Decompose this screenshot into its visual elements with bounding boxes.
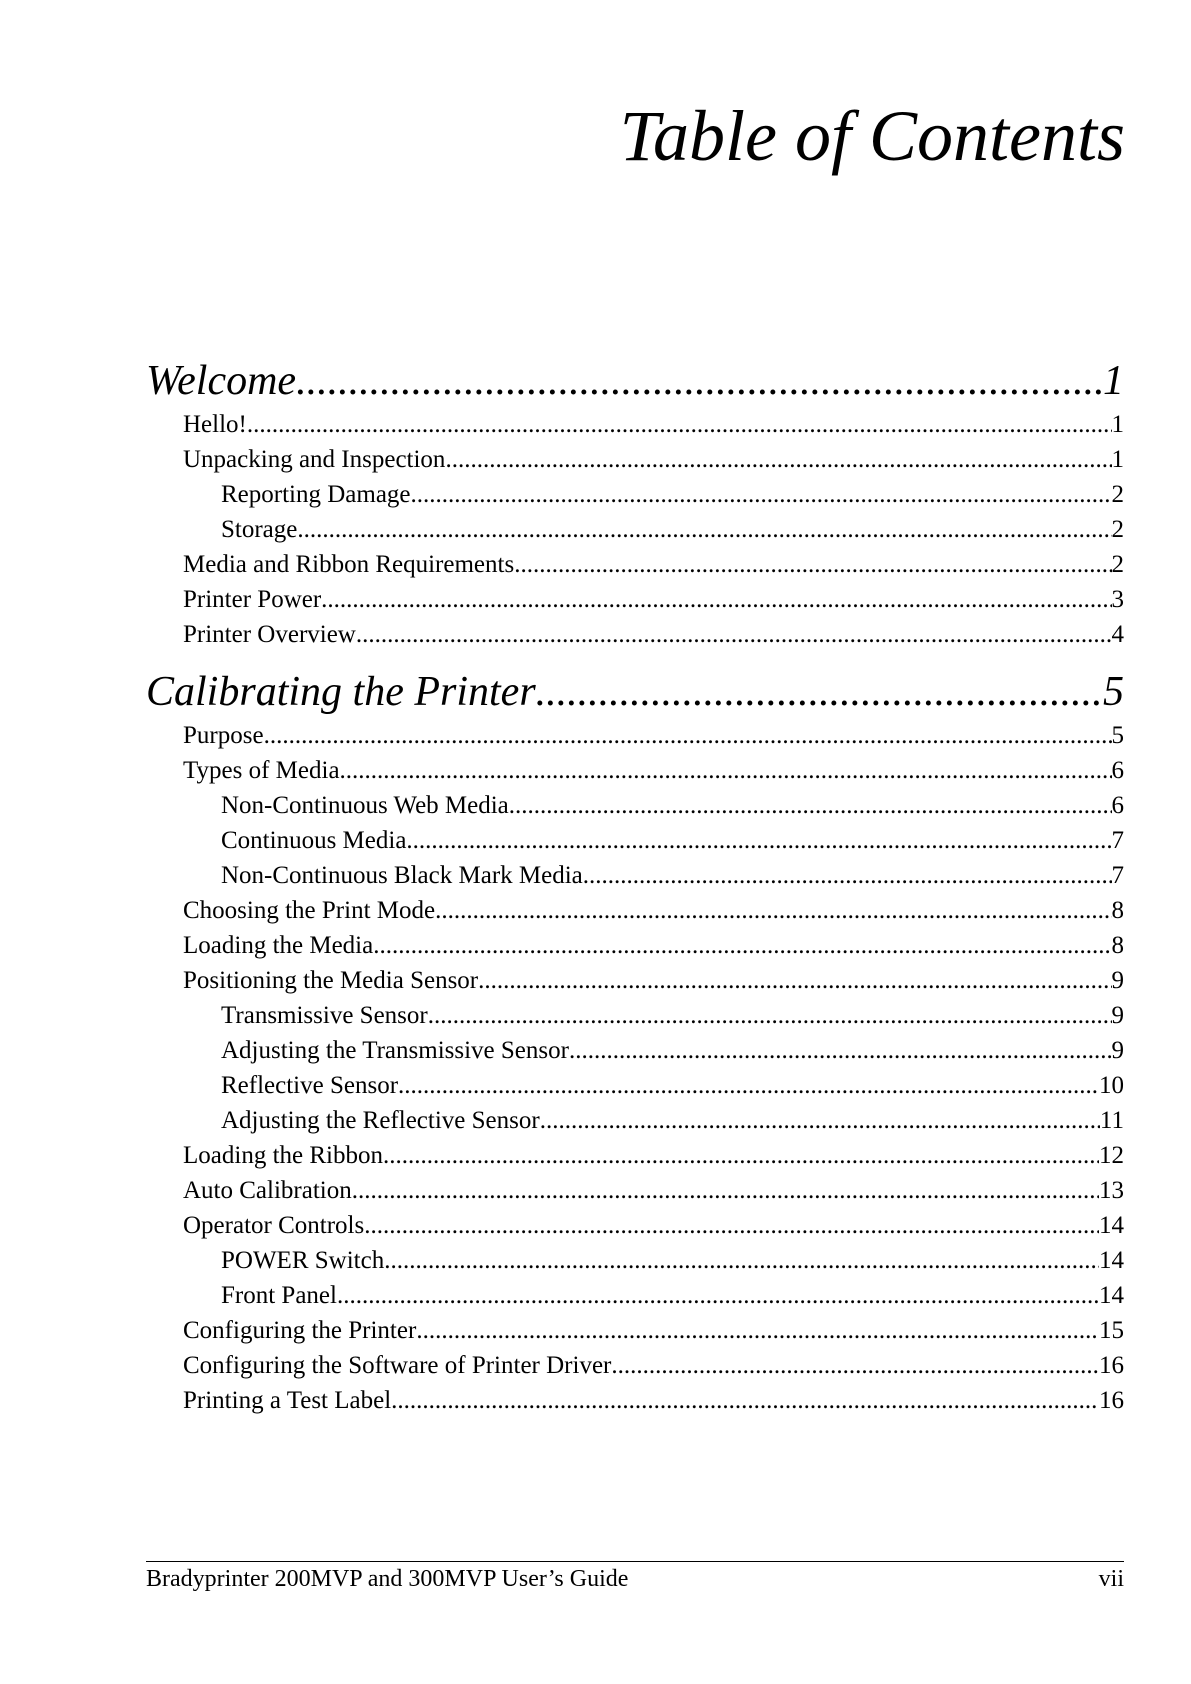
toc-entry-label: Reporting Damage bbox=[221, 481, 411, 508]
footer-page-number: vii bbox=[1098, 1566, 1124, 1592]
toc-entry-label: Non-Continuous Black Mark Media bbox=[221, 862, 583, 889]
toc-entry-label: Configuring the Software of Printer Driver bbox=[183, 1352, 612, 1379]
toc-entry-page: 15 bbox=[1099, 1317, 1124, 1344]
toc-entry-page: 14 bbox=[1099, 1212, 1124, 1239]
toc-entry-page: 1 bbox=[1111, 411, 1124, 438]
page-footer bbox=[146, 1561, 1124, 1594]
toc-entry-page: 7 bbox=[1111, 827, 1124, 854]
toc-entry-page: 4 bbox=[1111, 621, 1124, 648]
toc-entry-label: Hello! bbox=[183, 411, 247, 438]
toc-entry-label: Choosing the Print Mode bbox=[183, 897, 436, 924]
toc-entry-hello[interactable] bbox=[146, 407, 1124, 442]
toc-entry-page: 5 bbox=[1111, 722, 1124, 749]
toc-entry-operator-controls[interactable] bbox=[146, 1208, 1124, 1243]
toc-entry-page: 12 bbox=[1099, 1142, 1124, 1169]
toc-entry-page: 8 bbox=[1111, 932, 1124, 959]
toc-entry-media-and-ribbon-requirements[interactable] bbox=[146, 547, 1124, 582]
toc-entry-label: Configuring the Printer bbox=[183, 1317, 417, 1344]
toc-entry-label: Auto Calibration bbox=[183, 1177, 352, 1204]
toc-entry-loading-the-media[interactable] bbox=[146, 928, 1124, 963]
toc-entry-label: Adjusting the Reflective Sensor bbox=[221, 1107, 540, 1134]
toc-entry-non-continuous-web-media[interactable] bbox=[146, 788, 1124, 823]
toc-entry-positioning-the-media-sensor[interactable] bbox=[146, 963, 1124, 998]
toc-entry-page: 16 bbox=[1099, 1387, 1124, 1414]
toc-entry-page: 13 bbox=[1099, 1177, 1124, 1204]
toc-entry-power-switch[interactable] bbox=[146, 1243, 1124, 1278]
toc-entry-page: 8 bbox=[1111, 897, 1124, 924]
toc-entry-label: Continuous Media bbox=[221, 827, 407, 854]
toc-entry-page: 9 bbox=[1111, 967, 1124, 994]
toc-entry-auto-calibration[interactable] bbox=[146, 1173, 1124, 1208]
toc-entry-page: 7 bbox=[1111, 862, 1124, 889]
toc-entry-reporting-damage[interactable] bbox=[146, 477, 1124, 512]
toc-entry-page: 1 bbox=[1111, 446, 1124, 473]
toc-entry-printer-overview[interactable] bbox=[146, 617, 1124, 652]
toc-entry-non-continuous-black-mark-media[interactable] bbox=[146, 858, 1124, 893]
toc-entry-label: Non-Continuous Web Media bbox=[221, 792, 509, 819]
chapter-title: Calibrating the Printer bbox=[146, 669, 536, 715]
toc-entry-label: Media and Ribbon Requirements bbox=[183, 551, 515, 578]
toc-entry-unpacking-and-inspection[interactable] bbox=[146, 442, 1124, 477]
toc-entry-page: 16 bbox=[1099, 1352, 1124, 1379]
toc-entry-page: 9 bbox=[1111, 1002, 1124, 1029]
toc-entry-purpose[interactable] bbox=[146, 718, 1124, 753]
toc-entry-page: 2 bbox=[1111, 481, 1124, 508]
toc-entry-page: 10 bbox=[1099, 1072, 1124, 1099]
toc-entry-label: Types of Media bbox=[183, 757, 340, 784]
toc-entry-label: POWER Switch bbox=[221, 1247, 385, 1274]
toc-entry-label: Loading the Media bbox=[183, 932, 374, 959]
toc-entry-page: 6 bbox=[1111, 757, 1124, 784]
toc-entry-label: Reflective Sensor bbox=[221, 1072, 399, 1099]
table-of-contents bbox=[146, 355, 1124, 1418]
toc-entry-configuring-the-software-of-printer-driver[interactable] bbox=[146, 1348, 1124, 1383]
toc-entry-front-panel[interactable] bbox=[146, 1278, 1124, 1313]
toc-entry-types-of-media[interactable] bbox=[146, 753, 1124, 788]
toc-entry-loading-the-ribbon[interactable] bbox=[146, 1138, 1124, 1173]
toc-entry-label: Printing a Test Label bbox=[183, 1387, 392, 1414]
toc-entry-printing-a-test-label[interactable] bbox=[146, 1383, 1124, 1418]
toc-entry-label: Front Panel bbox=[221, 1282, 337, 1309]
toc-entry-label: Operator Controls bbox=[183, 1212, 365, 1239]
toc-entry-label: Unpacking and Inspection bbox=[183, 446, 446, 473]
toc-chapter-welcome[interactable] bbox=[146, 355, 1124, 407]
chapter-title: Welcome bbox=[146, 358, 297, 404]
toc-entry-page: 3 bbox=[1111, 586, 1124, 613]
chapter-page: 5 bbox=[1103, 669, 1124, 715]
toc-entry-configuring-the-printer[interactable] bbox=[146, 1313, 1124, 1348]
toc-entry-choosing-the-print-mode[interactable] bbox=[146, 893, 1124, 928]
toc-entry-label: Transmissive Sensor bbox=[221, 1002, 428, 1029]
toc-entry-page: 9 bbox=[1111, 1037, 1124, 1064]
toc-entry-label: Printer Power bbox=[183, 586, 322, 613]
toc-entry-label: Purpose bbox=[183, 722, 264, 749]
toc-entry-printer-power[interactable] bbox=[146, 582, 1124, 617]
toc-entry-transmissive-sensor[interactable] bbox=[146, 998, 1124, 1033]
toc-entry-page: 2 bbox=[1111, 551, 1124, 578]
toc-entry-page: 6 bbox=[1111, 792, 1124, 819]
chapter-page: 1 bbox=[1103, 358, 1124, 404]
toc-entry-page: 2 bbox=[1111, 516, 1124, 543]
toc-entry-adjusting-the-transmissive-sensor[interactable] bbox=[146, 1033, 1124, 1068]
toc-entry-label: Loading the Ribbon bbox=[183, 1142, 383, 1169]
toc-entry-label: Positioning the Media Sensor bbox=[183, 967, 479, 994]
toc-entry-reflective-sensor[interactable] bbox=[146, 1068, 1124, 1103]
toc-chapter-calibrating-the-printer[interactable] bbox=[146, 666, 1124, 718]
footer-guide-title: Bradyprinter 200MVP and 300MVP User’s Guide bbox=[146, 1566, 629, 1592]
toc-entry-storage[interactable] bbox=[146, 512, 1124, 547]
toc-entry-continuous-media[interactable] bbox=[146, 823, 1124, 858]
toc-entry-page: 14 bbox=[1099, 1282, 1124, 1309]
toc-entry-label: Adjusting the Transmissive Sensor bbox=[221, 1037, 569, 1064]
toc-entry-page: 14 bbox=[1099, 1247, 1124, 1274]
toc-entry-label: Printer Overview bbox=[183, 621, 356, 648]
page-title: Table of Contents bbox=[619, 96, 1125, 176]
toc-entry-page: 11 bbox=[1099, 1107, 1124, 1134]
toc-entry-label: Storage bbox=[221, 516, 298, 543]
toc-entry-adjusting-the-reflective-sensor[interactable] bbox=[146, 1103, 1124, 1138]
